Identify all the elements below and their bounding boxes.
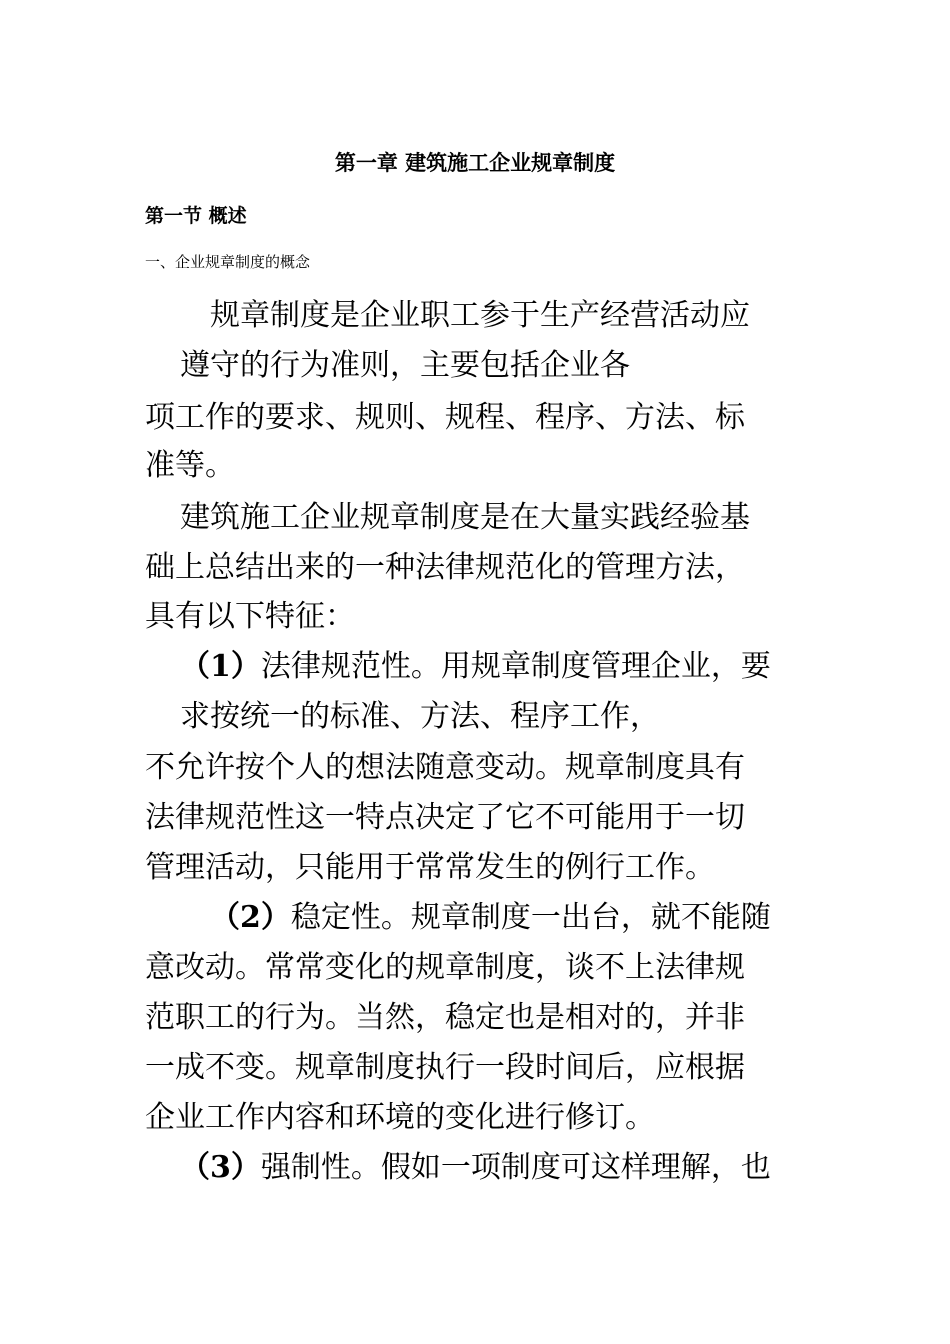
numbered-line: [180, 647, 771, 687]
item-number: （2）: [210, 900, 291, 935]
numbered-line: [210, 898, 771, 938]
line-text: 法律规范性。用规章制度管理企业，要: [260, 649, 771, 684]
body-line: 遵守的行为准则，主要包括企业各: [180, 348, 630, 383]
chapter-title: 第一章 建筑施工企业规章制度: [334, 150, 616, 175]
body-line: 企业工作内容和环境的变化进行修订。: [145, 1100, 655, 1135]
item-number: （3）: [180, 1150, 261, 1185]
body-line: 一成不变。规章制度执行一段时间后，应根据: [145, 1050, 745, 1085]
section-title: 第一节 概述: [145, 205, 247, 227]
body-line: 具有以下特征：: [145, 599, 355, 634]
body-line: 建筑施工企业规章制度是在大量实践经验基: [180, 500, 750, 535]
item-number: （1）: [180, 649, 261, 684]
body-line: 规章制度是企业职工参于生产经营活动应: [210, 298, 750, 333]
body-line: 不允许按个人的想法随意变动。规章制度具有: [145, 750, 745, 785]
body-line: 准等。: [145, 448, 235, 483]
line-text: 稳定性。规章制度一出台，就不能随: [290, 900, 771, 935]
body-line: 管理活动，只能用于常常发生的例行工作。: [145, 850, 715, 885]
body-line: 求按统一的标准、方法、程序工作，: [180, 699, 660, 734]
body-line: 范职工的行为。当然，稳定也是相对的，并非: [145, 1000, 745, 1035]
subsection-title: 一、企业规章制度的概念: [145, 253, 311, 271]
numbered-line: [180, 1148, 771, 1188]
body-line: 法律规范性这一特点决定了它不可能用于一切: [145, 800, 745, 835]
body-line: 意改动。常常变化的规章制度，谈不上法律规: [145, 950, 745, 985]
line-text: 强制性。假如一项制度可这样理解，也: [260, 1150, 771, 1185]
body-line: 础上总结出来的一种法律规范化的管理方法，: [145, 550, 745, 585]
body-line: 项工作的要求、规则、规程、程序、方法、标: [145, 400, 745, 435]
